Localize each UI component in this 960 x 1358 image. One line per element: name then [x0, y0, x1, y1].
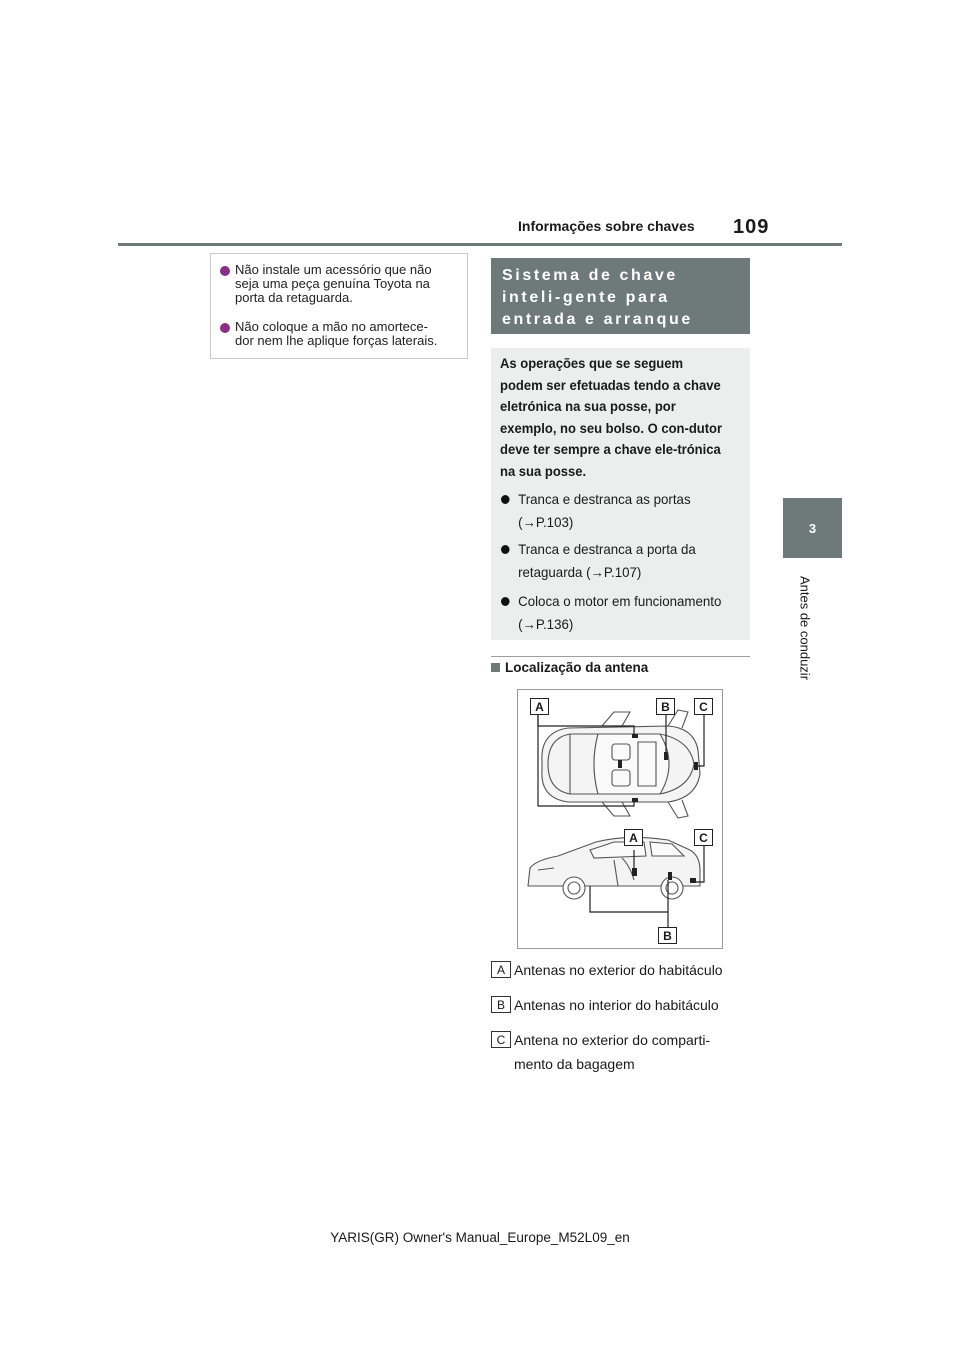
antenna-diagram [518, 690, 722, 948]
bullet-dot-icon [220, 266, 230, 276]
legend-text [514, 1028, 710, 1076]
chapter-label [795, 560, 815, 695]
legend-key: B [491, 996, 511, 1013]
caution-text [235, 320, 437, 348]
intro-text: As operações que se seguem podem ser efetuadas tendo a chave eletrónica na sua posse, por exemplo, no seu bolso. O con-dutor deve ter sempre a chave ele-trónica na sua posse. [500, 355, 723, 479]
label-c-top: C [694, 698, 713, 715]
label-b-side: B [658, 927, 677, 944]
running-header-title: Informações sobre chaves [518, 218, 695, 234]
operation-line: Tranca e destranca a porta da [518, 541, 696, 557]
legend-key: C [491, 1031, 511, 1048]
caution-item [220, 320, 437, 348]
operation-line: retaguarda (→P.107) [518, 564, 642, 580]
subsection-heading [491, 660, 648, 675]
info-box [491, 348, 750, 640]
operation-line: Coloca o motor em funcionamento [518, 593, 722, 609]
operation-item [501, 590, 721, 636]
bullet-dot-icon [501, 495, 510, 504]
bullet-dot-icon [501, 597, 510, 606]
caution-line: porta da retaguarda. [235, 290, 353, 305]
caution-text [235, 263, 432, 305]
operation-line: (→P.136) [518, 616, 574, 632]
legend-line: Antena no exterior do comparti- [514, 1032, 711, 1048]
label-c-side: C [694, 829, 713, 846]
legend-item-c [491, 1028, 710, 1076]
caution-box [210, 253, 468, 359]
subsection-title: Localização da antena [505, 660, 649, 675]
label-b-top: B [656, 698, 675, 715]
header-rule [118, 243, 842, 246]
operation-item [501, 488, 691, 534]
page-number: 109 [733, 216, 770, 238]
operation-line: Tranca e destranca as portas [518, 491, 691, 507]
caution-line: seja uma peça genuína Toyota na [235, 276, 430, 291]
chapter-label-text: Antes de conduzir [797, 575, 813, 680]
label-a-top: A [530, 698, 549, 715]
operation-item [501, 538, 696, 584]
section-heading [491, 258, 750, 334]
operation-line: (→P.103) [518, 514, 574, 530]
chapter-tab: 3 [783, 498, 842, 558]
legend-item-b [491, 993, 719, 1017]
legend-item-a [491, 958, 723, 982]
label-a-side: A [624, 829, 643, 846]
caution-item [220, 263, 432, 305]
legend-key: A [491, 961, 511, 978]
legend-text: Antenas no interior do habitáculo [514, 997, 719, 1013]
footer-text: YARIS(GR) Owner's Manual_Europe_M52L09_en [330, 1230, 630, 1245]
subsection-rule [491, 656, 750, 657]
bullet-dot-icon [220, 323, 230, 333]
legend-text: Antenas no exterior do habitáculo [514, 962, 723, 978]
caution-line: Não coloque a mão no amortece- [235, 319, 428, 334]
car-side-view-icon [528, 837, 700, 899]
caution-line: Não instale um acessório que não [235, 262, 432, 277]
section-title: Sistema de chave inteli-gente para entrada e arranque [502, 267, 693, 328]
caution-line: dor nem lhe aplique forças laterais. [235, 333, 438, 348]
bullet-dot-icon [501, 545, 510, 554]
square-bullet-icon [491, 663, 500, 672]
legend-line: mento da bagagem [514, 1056, 635, 1072]
antenna-location-figure [517, 689, 723, 949]
